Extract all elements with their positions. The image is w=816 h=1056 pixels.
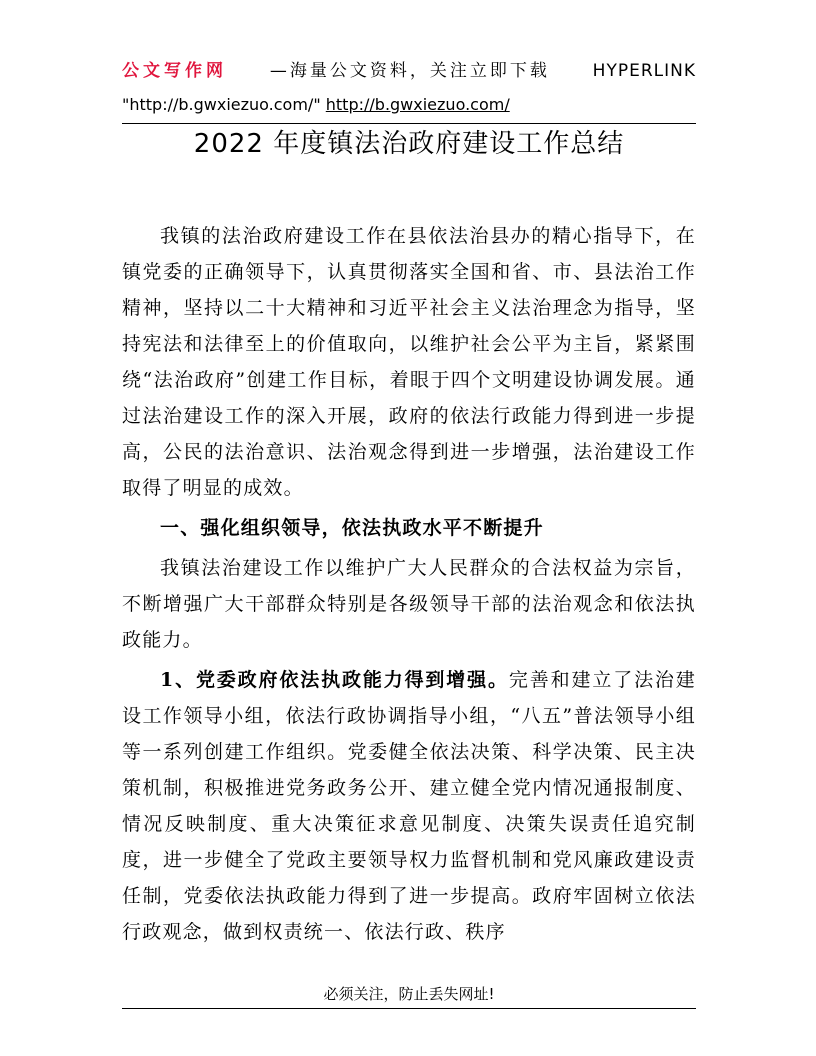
- url-link[interactable]: http://b.gwxiezuo.com/: [325, 95, 510, 114]
- page-header: [122, 56, 696, 120]
- document-title: 2022 年度镇法治政府建设工作总结: [193, 129, 625, 159]
- item-1-lead: 1、党委政府依法执政能力得到增强。: [160, 669, 509, 691]
- header-divider: [122, 123, 696, 124]
- hyperlink-label: HYPERLINK: [592, 61, 696, 81]
- header-banner: [122, 56, 696, 86]
- section-1-heading: 一、强化组织领导，依法执政水平不断提升: [160, 517, 544, 539]
- header-tagline: —海量公文资料，关注立即下载: [269, 61, 550, 81]
- footer-divider: [122, 1008, 696, 1009]
- header-url-line: [122, 90, 696, 120]
- brand-name[interactable]: 公文写作网: [122, 61, 227, 81]
- url-quoted: "http://b.gwxiezuo.com/": [122, 95, 321, 114]
- intro-paragraph: 我镇的法治政府建设工作在县依法治县办的精心指导下，在镇党委的正确领导下，认真贯彻落实全国和省、市、县法治工作精神，坚持以二十大精神和习近平社会主义法治理念为指导，坚持宪法和法律至上的价值取向，以维护社会公平为主旨，紧紧围绕“法治政府”创建工作目标，着眼于四个文明建设协调发展。通过法治建设工作的深入开展，政府的依法行政能力得到进一步提高，公民的法治意识、法治观念得到进一步增强，法治建设工作取得了明显的成效。: [122, 225, 696, 499]
- document-body: [122, 218, 696, 950]
- item-1-text: 完善和建立了法治建设工作领导小组，依法行政协调指导小组，“八五”普法领导小组等一系列创建工作组织。党委健全依法决策、科学决策、民主决策机制，积极推进党务政务公开、建立健全党内情况通报制度、情况反映制度、重大决策征求意见制度、决策失误责任追究制度，进一步健全了党政主要领导权力监督机制和党风廉政建设责任制，党委依法执政能力得到了进一步提高。政府牢固树立依法行政观念，做到权责统一、依法行政、秩序: [122, 669, 696, 943]
- page-footer: 必须关注，防止丢失网址!: [323, 985, 495, 1003]
- section-1-paragraph: 我镇法治建设工作以维护广大人民群众的合法权益为宗旨，不断增强广大干部群众特别是各级领导干部的法治观念和依法执政能力。: [122, 557, 696, 651]
- item-1-paragraph: [122, 662, 696, 950]
